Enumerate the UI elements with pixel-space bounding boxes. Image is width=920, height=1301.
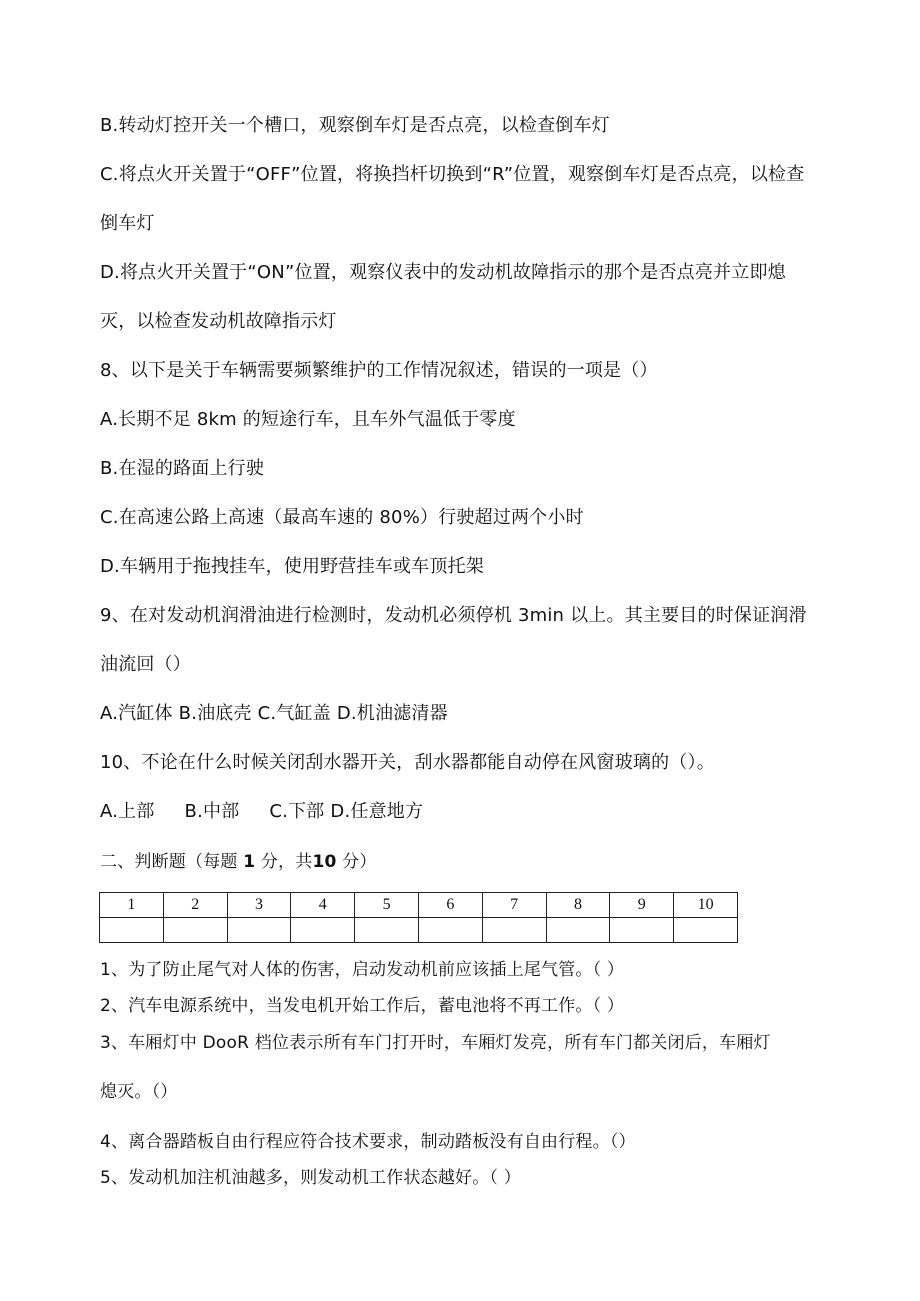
section-title-suffix: 分） bbox=[342, 852, 377, 872]
q7-option-c: C.将点火开关置于“OFF”位置，将换挡杆切换到“R”位置，观察倒车灯是否点亮，以检查 bbox=[100, 164, 805, 185]
answer-header-cell: 7 bbox=[482, 893, 546, 918]
tf-question-1: 1、为了防止尾气对人体的伤害，启动发动机前应该插上尾气管。（ ） bbox=[100, 960, 625, 980]
q8-option-a: A.长期不足 8km 的短途行车，且车外气温低于零度 bbox=[100, 409, 516, 430]
answer-header-cell: 6 bbox=[418, 893, 482, 918]
answer-cell[interactable] bbox=[227, 918, 291, 943]
q8-option-b: B.在湿的路面上行驶 bbox=[100, 458, 265, 479]
answer-cell[interactable] bbox=[546, 918, 610, 943]
answer-header-cell: 1 bbox=[100, 893, 164, 918]
section-title-prefix: 二、判断题（每题 bbox=[100, 852, 238, 872]
q9-question-cont: 油流回（） bbox=[100, 654, 191, 675]
q10-question: 10、不论在什么时候关闭刮水器开关，刮水器都能自动停在风窗玻璃的（）。 bbox=[100, 752, 715, 773]
q9-options: A.汽缸体 B.油底壳 C.气缸盖 D.机油滤清器 bbox=[100, 703, 448, 724]
q8-option-d: D.车辆用于拖拽挂车，使用野营挂车或车顶托架 bbox=[100, 556, 484, 577]
q9-question: 9、在对发动机润滑油进行检测时，发动机必须停机 3min 以上。其主要目的时保证润滑 bbox=[100, 605, 807, 626]
answer-header-cell: 2 bbox=[163, 893, 227, 918]
q10-option-cd: C.下部 D.任意地方 bbox=[269, 801, 424, 822]
answer-table bbox=[99, 892, 738, 943]
section-title bbox=[100, 850, 377, 874]
answer-table-answer-row bbox=[100, 918, 738, 943]
answer-header-cell: 9 bbox=[610, 893, 674, 918]
section-score-each: 1 bbox=[243, 852, 256, 872]
answer-cell[interactable] bbox=[100, 918, 164, 943]
q7-option-d-cont: 灭，以检查发动机故障指示灯 bbox=[100, 311, 337, 332]
section-score-total: 10 bbox=[312, 852, 337, 872]
tf-question-3: 3、车厢灯中 DooR 档位表示所有车门打开时，车厢灯发亮，所有车门都关闭后，车厢灯 bbox=[100, 1033, 771, 1053]
answer-cell[interactable] bbox=[610, 918, 674, 943]
q7-option-c-cont: 倒车灯 bbox=[100, 213, 155, 234]
section-title-mid: 分，共 bbox=[260, 852, 313, 872]
answer-cell[interactable] bbox=[482, 918, 546, 943]
tf-question-2: 2、汽车电源系统中，当发电机开始工作后，蓄电池将不再工作。（ ） bbox=[100, 996, 625, 1016]
answer-table-header-row bbox=[100, 893, 738, 918]
answer-cell[interactable] bbox=[163, 918, 227, 943]
answer-header-cell: 5 bbox=[355, 893, 419, 918]
answer-cell[interactable] bbox=[355, 918, 419, 943]
q10-option-b: B.中部 bbox=[184, 801, 240, 822]
q8-question: 8、以下是关于车辆需要频繁维护的工作情况叙述，错误的一项是（） bbox=[100, 360, 658, 381]
tf-question-4: 4、离合器踏板自由行程应符合技术要求，制动踏板没有自由行程。（） bbox=[100, 1132, 636, 1152]
answer-cell[interactable] bbox=[291, 918, 355, 943]
answer-header-cell: 10 bbox=[674, 893, 738, 918]
q10-option-a: A.上部 bbox=[100, 801, 155, 822]
q10-options bbox=[100, 800, 423, 824]
answer-header-cell: 8 bbox=[546, 893, 610, 918]
q7-option-d: D.将点火开关置于“ON”位置，观察仪表中的发动机故障指示的那个是否点亮并立即熄 bbox=[100, 262, 786, 283]
tf-question-5: 5、发动机加注机油越多，则发动机工作状态越好。（ ） bbox=[100, 1168, 521, 1188]
answer-header-cell: 3 bbox=[227, 893, 291, 918]
q7-option-b: B.转动灯控开关一个槽口，观察倒车灯是否点亮，以检查倒车灯 bbox=[100, 115, 610, 136]
answer-header-cell: 4 bbox=[291, 893, 355, 918]
tf-question-3-cont: 熄灭。（） bbox=[100, 1082, 178, 1102]
q8-option-c: C.在高速公路上高速（最高车速的 80%）行驶超过两个小时 bbox=[100, 507, 584, 528]
answer-cell[interactable] bbox=[418, 918, 482, 943]
answer-cell[interactable] bbox=[674, 918, 738, 943]
